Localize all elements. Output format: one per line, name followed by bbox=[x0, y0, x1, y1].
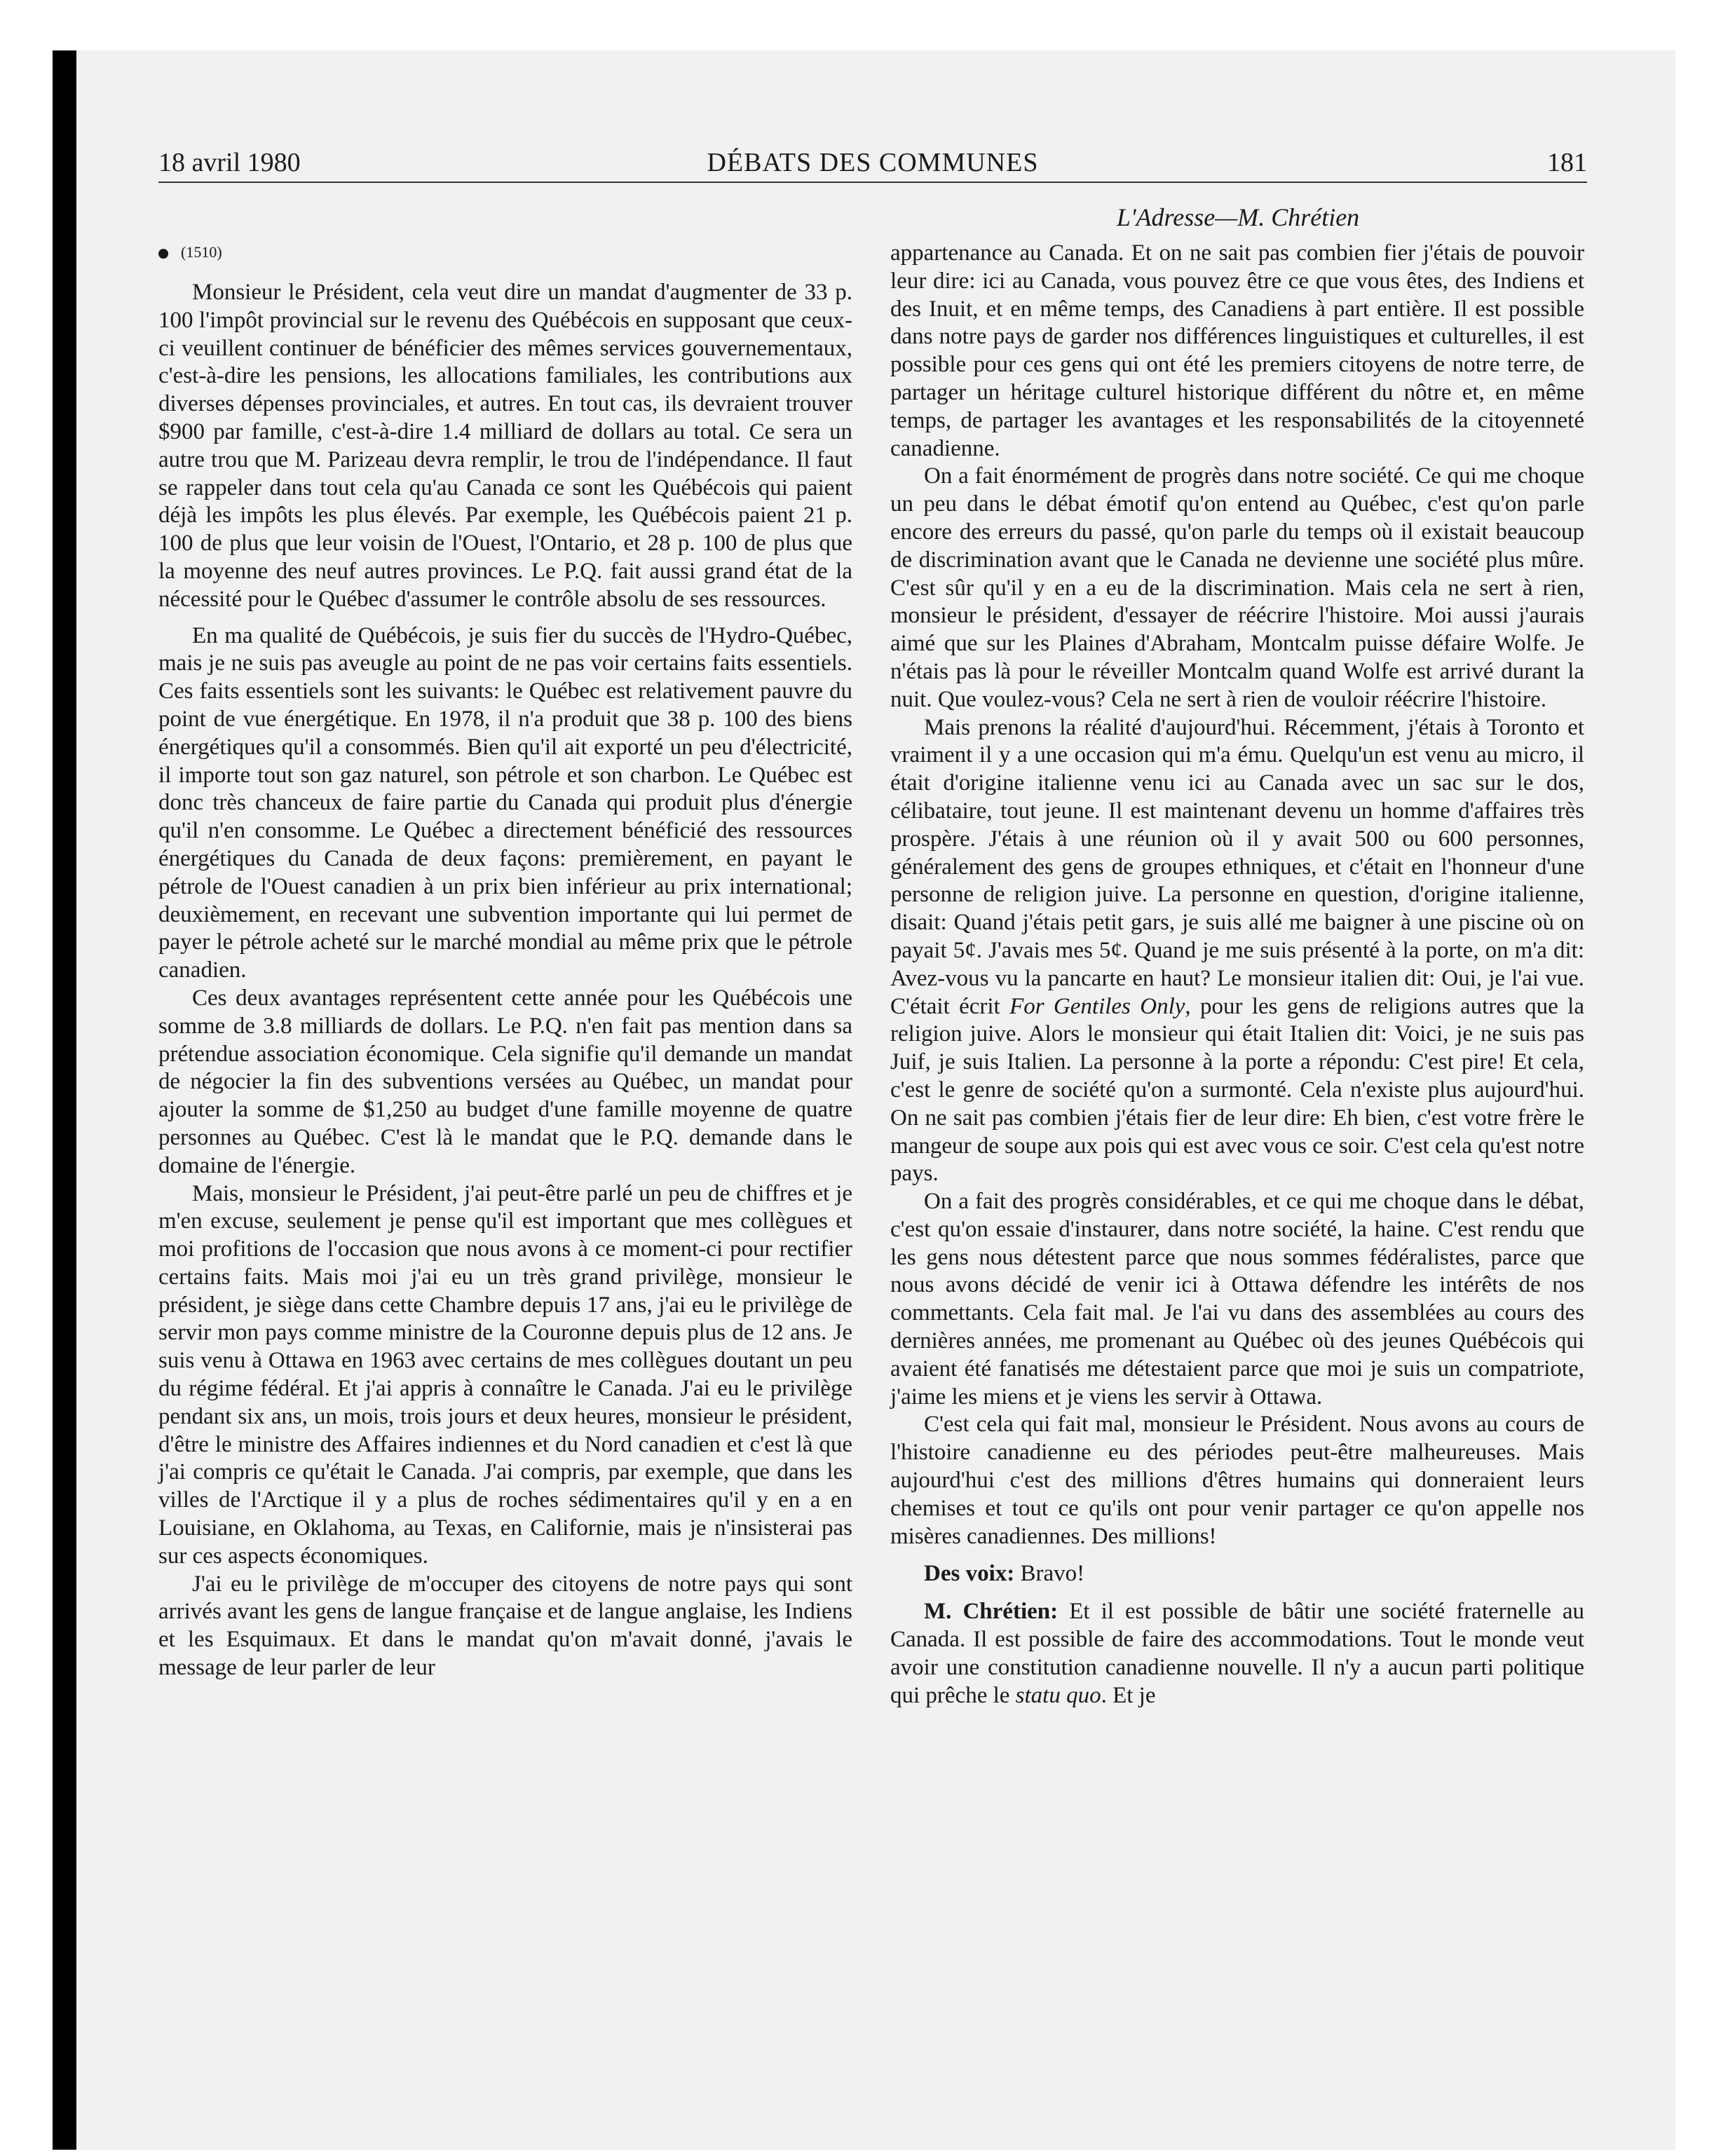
speaker-heading: L'Adresse—M. Chrétien bbox=[1116, 203, 1360, 231]
paragraph: En ma qualité de Québécois, je suis fier du succès de l'Hydro-Québec, mais je ne suis pas aveugle au point de ne pas voir certains faits essentiels. Ces faits essentiels sont les suivants: le Québec est relativement pauvre du point de vue énergétique. En 1978, il n'a produit que 38 p. 100 des biens énergétiques qu'il a consommés. Bien qu'il ait exporté un peu d'électricité, il importe tout son gaz naturel, son pétrole et son charbon. Le Québec est donc très chanceux de faire partie du Canada qui produit plus d'énergie qu'il n'en consomme. Le Québec a directement bénéficié des ressources énergétiques du Canada de deux façons: premièrement, en payant le pétrole de l'Ouest canadien à un prix bien inférieur au prix international; deuxièmement, en recevant une subvention importante qui lui permet de payer le pétrole acheté sur le marché mondial au même prix que le pétrole canadien. bbox=[158, 622, 852, 983]
speaker-name: M. Chrétien: bbox=[924, 1599, 1059, 1625]
header-rule bbox=[158, 182, 1587, 183]
page-number: 181 bbox=[1547, 148, 1587, 177]
paragraph: On a fait des progrès considérables, et ce qui me choque dans le débat, c'est qu'on essaie d'instaurer, dans notre société, la haine. C'est rendu que les gens nous détestent parce que nous sommes fédéralistes, parce que nous avons décidé de venir ici à Ottawa défendre les intérêts de nos commettants. Cela fait mal. Je l'ai vu dans des assemblées au cours des dernières années, me promenant au Québec où des jeunes Québécois qui avaient été fanatisés me détestaient parce que moi je suis un compatriote, j'aime les miens et je viens les servir à Ottawa. bbox=[890, 1189, 1584, 1410]
right-column bbox=[890, 240, 1584, 1710]
italic-phrase: For Gentiles Only bbox=[1009, 993, 1185, 1019]
bullet-icon bbox=[158, 249, 168, 259]
paragraph: Ces deux avantages représentent cette année pour les Québécois une somme de 3.8 milliards de dollars. Le P.Q. n'en fait pas mention dans sa prétendue association économique. Cela signifie qu'il demande un mandat de négocier la fin des subventions versées au Québec, un mandat pour ajouter la somme de $1,250 au budget d'une famille moyenne de quatre personnes au Québec. C'est là le mandat que le P.Q. demande dans le domaine de l'énergie. bbox=[158, 985, 852, 1178]
paragraph bbox=[890, 714, 1584, 1189]
interjection-text: Bravo! bbox=[1014, 1561, 1085, 1587]
interjection bbox=[890, 1560, 1584, 1588]
italic-phrase: statu quo bbox=[1015, 1682, 1101, 1708]
paragraph: Mais, monsieur le Président, j'ai peut-être parlé un peu de chiffres et je m'en excuse, seulement je pense qu'il est important que mes collègues et moi profitions de l'occasion que nous avons à ce moment-ci pour rectifier certains faits. Mais moi j'ai eu un très grand privilège, monsieur le président, je siège dans cette Chambre depuis 17 ans, j'ai eu le privilège de servir mon pays comme ministre de la Couronne depuis plus de 12 ans. Je suis venu à Ottawa en 1963 avec certains de mes collègues doutant un peu du régime fédéral. Et j'ai appris à connaître le Canada. J'ai eu le privilège pendant six ans, un mois, trois jours et deux heures, monsieur le président, d'être le ministre des Affaires indiennes et du Nord canadien et c'est là que j'ai compris ce qu'était le Canada. J'ai compris, par exemple, que dans les villes de l'Arctique il y a plus de roches sédimentaires qu'il y en a en Louisiane, en Oklahoma, au Texas, en Californie, mais je n'insisterai pas sur ces aspects économiques. bbox=[158, 1180, 852, 1569]
time-marker-text: (1510) bbox=[181, 243, 222, 261]
speaker-name: Des voix: bbox=[924, 1561, 1015, 1587]
paragraph: C'est cela qui fait mal, monsieur le Président. Nous avons au cours de l'histoire canadienne eu des périodes peut-être malheureuses. Mais aujourd'hui c'est des millions d'êtres humains qui donneraient leurs chemises et tout ce qu'ils ont pour venir partager ce qu'on appelle nos misères canadiennes. Des millions! bbox=[890, 1412, 1584, 1549]
paragraph: On a fait énormément de progrès dans notre société. Ce qui me choque un peu dans le débat émotif qu'on entend au Québec, c'est qu'on parle encore des erreurs du passé, qu'on parle du temps où il existait beaucoup de discrimination avant que le Canada ne devienne une société plus mûre. C'est sûr qu'il y en a eu de la discrimination. Mais cela ne sert à rien, monsieur le président, d'essayer de réécrire l'histoire. Moi aussi j'aurais aimé que sur les Plaines d'Abraham, Montcalm puisse défaire Wolfe. Je n'étais pas là pour le réveiller Montcalm quand Wolfe est arrivé durant la nuit. Que voulez-vous? Cela ne sert à rien de vouloir réécrire l'histoire. bbox=[890, 463, 1584, 712]
journal-title: DÉBATS DES COMMUNES bbox=[707, 148, 1039, 177]
paragraph: J'ai eu le privilège de m'occuper des citoyens de notre pays qui sont arrivés avant les gens de langue française et de langue anglaise, les Indiens et les Esquimaux. Et dans le mandat qu'on m'avait donné, j'avais le message de leur parler de leur bbox=[158, 1571, 852, 1681]
paragraph: appartenance au Canada. Et on ne sait pas combien fier j'étais de pouvoir leur dire: ici au Canada, vous pouvez être ce que vous êtes, des Indiens et des Inuit, et en même temps, des Canadiens à part entière. Il est possible dans notre pays de garder nos différences linguistiques et culturelles, il est possible pour ces gens qui ont été les premiers citoyens de notre terre, de partager un héritage culturel historique différent du nôtre et, en même temps, de partager les avantages et les responsabilités de la citoyenneté canadienne. bbox=[890, 240, 1584, 461]
header-date: 18 avril 1980 bbox=[158, 148, 301, 177]
time-marker bbox=[158, 238, 852, 266]
paragraph-text: , pour les gens de religions autres que la religion juive. Alors le monsieur qui était Italien dit: Voici, je ne suis pas Juif, je suis Italien. La personne à la porte a répondu: C'est pire! Et cela, c'est le genre de société qu'on a surmonté. Cela n'existe plus aujourd'hui. On ne sait pas combien j'étais fier de leur dire: Eh bien, c'est votre frère le mangeur de soupe aux pois qui est avec vous ce soir. C'est cela qu'est notre pays. bbox=[890, 993, 1584, 1187]
speech bbox=[890, 1598, 1584, 1710]
paragraph-text: Mais prenons la réalité d'aujourd'hui. Récemment, j'étais à Toronto et vraiment il y a une occasion qui m'a ému. Quelqu'un est venu au micro, il était d'origine italienne venu ici au Canada avec un sac sur le dos, célibataire, tout jeune. Il est maintenant devenu un homme d'affaires très prospère. J'étais à une réunion où il y avait 500 ou 600 personnes, généralement des gens de groupes ethniques, et c'était en l'honneur d'une personne de religion juive. La personne en question, d'origine italienne, disait: Quand j'étais petit gars, je suis allé me baigner à une piscine où on payait 5¢. J'avais mes 5¢. Quand je me suis présenté à la porte, on m'a dit: Avez-vous vu la pancarte en haut? Le monsieur italien dit: Oui, je l'ai vue. C'était écrit bbox=[890, 714, 1584, 1019]
speech-text: Et il est possible de bâtir une société fraternelle au Canada. Il est possible de faire des accommodations. Tout le monde veut avoir une constitution canadienne nouvelle. Il n'y a aucun parti politique qui prêche le bbox=[890, 1599, 1584, 1708]
left-column bbox=[158, 238, 852, 1682]
speech-text: . Et je bbox=[1101, 1682, 1156, 1708]
paragraph: Monsieur le Président, cela veut dire un mandat d'augmenter de 33 p. 100 l'impôt provincial sur le revenu des Québécois en supposant que ceux-ci veuillent continuer de bénéficier des mêmes services gouvernementaux, c'est-à-dire les pensions, les allocations familiales, les contributions aux diverses dépenses provinciales, et autres. En tout cas, ils devraient trouver $900 par famille, c'est-à-dire 1.4 milliard de dollars au total. Ce sera un autre trou que M. Parizeau devra remplir, le trou de l'indépendance. Il faut se rappeler dans tout cela qu'au Canada ce sont les Québécois qui paient déjà les impôts les plus élevés. Par exemple, les Québécois paient 21 p. 100 de plus que leur voisin de l'Ouest, l'Ontario, et 28 p. 100 de plus que la moyenne des neuf autres provinces. Le P.Q. fait aussi grand état de la nécessité pour le Québec d'assumer le contrôle absolu de ses ressources. bbox=[158, 280, 852, 612]
scan-edge bbox=[53, 50, 76, 2150]
